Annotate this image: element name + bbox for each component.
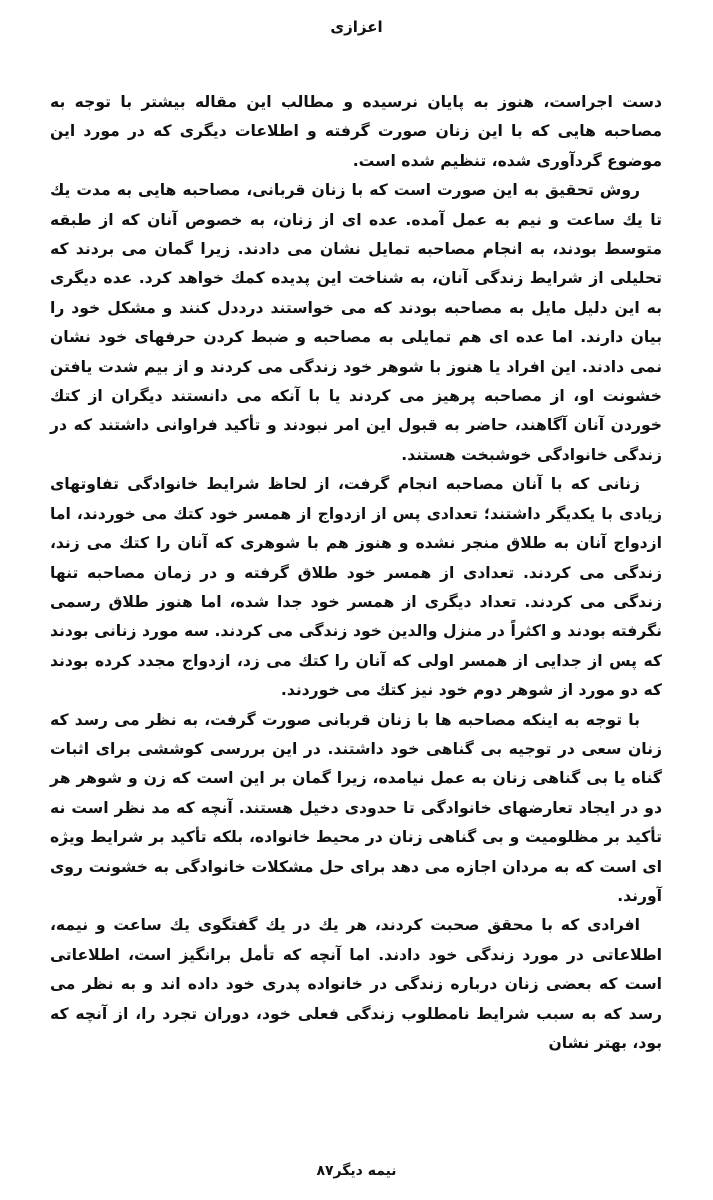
paragraph-1: دست اجراست، هنوز به پایان نرسیده و مطالب این مقاله بیشتر با توجه به مصاحبه هایی که با این زنان صورت گرفته و اطلاعات دیگری که در مورد این موضوع گردآوری شده، تنظیم شده است. [50,93,662,170]
paragraph-5: افرادی که با محقق صحبت کردند، هر یك در یك گفتگوی یك ساعت و نیمه، اطلاعاتی در مورد زندگی خود دادند. اما آنچه که تأمل برانگیز است، اطلاعاتی است که بعضی زنان درباره زندگی در خانواده پدری خود داده اند و به نظر می رسد که به سبب شرایط نامطلوب زندگی فعلی خود، دوران تجرد را، از آنچه که بود، بهتر نشان [50,916,662,1052]
body-text [50,88,662,1058]
running-title: اعزازی [330,18,383,36]
paragraph-2: روش تحقیق به این صورت است که با زنان قربانی، مصاحبه هایی به مدت یك تا یك ساعت و نیم به عمل آمده. عده ای از زنان، به خصوص آنان که از طبقه متوسط بودند، به انجام مصاحبه تمایل نشان می دادند. زیرا گمان می بردند که تحلیلی از شرایط زندگی آنان، به شناخت این پدیده کمك خواهد کرد. عده دیگری به این دلیل مایل به مصاحبه بودند که می خواستند درددل کنند و مشکل خود را بیان دارند. اما عده ای هم تمایلی به مصاحبه و ضبط کردن حرفهای خود نشان نمی دادند. این افراد یا هنوز با شوهر خود زندگی می کردند و از بیم شدت یافتن خشونت او، از مصاحبه پرهیز می کردند یا با آنکه می دانستند دیگران از کتك خوردن آنان آگاهند، حاضر به قبول این امر نبودند و تأکید فراوانی داشتند که در زندگی خانوادگی خوشبخت هستند. [50,181,662,464]
paragraph-4: با توجه به اینکه مصاحبه ها با زنان قربانی صورت گرفت، به نظر می رسد که زنان سعی در توجیه بی گناهی خود داشتند. در این بررسی کوششی برای اثبات گناه یا بی گناهی زنان به عمل نیامده، زیرا گمان بر این است که زن و شوهر هر دو در ایجاد تعارضهای خانوادگی تا حدودی دخیل هستند. آنچه که مد نظر است نه تأکید بر مظلومیت و بی گناهی زنان در محیط خانواده، بلکه تأکید بر شرایط ویژه ای است که به مردان اجازه می دهد برای حل مشکلات خانوادگی به خشونت روی آورند. [50,710,662,905]
paragraph-3: زنانی که با آنان مصاحبه انجام گرفت، از لحاظ شرایط خانوادگی تفاوتهای زیادی با یکدیگر داشتند؛ تعدادی پس از ازدواج از همسر خود کتك می خوردند، اما ازدواج آنان به طلاق منجر نشده و هنوز هم با شوهری که آنان را کتك می زند، زندگی می کردند. تعدادی از همسر خود طلاق گرفته و در زمان مصاحبه تنها زندگی می کردند. تعداد دیگری از همسر خود جدا شده، اما هنوز طلاق رسمی نگرفته بودند و اکثراً در منزل والدین خود زندگی می کردند. سه مورد زنانی بودند که پس از جدایی از همسر اولی که آنان را کتك می زد، ازدواج مجدد کرده بودند که دو مورد از شوهر دوم خود نیز کتك می خوردند. [50,475,662,700]
page-footer: نیمه دیگر۸۷ [316,1163,397,1179]
